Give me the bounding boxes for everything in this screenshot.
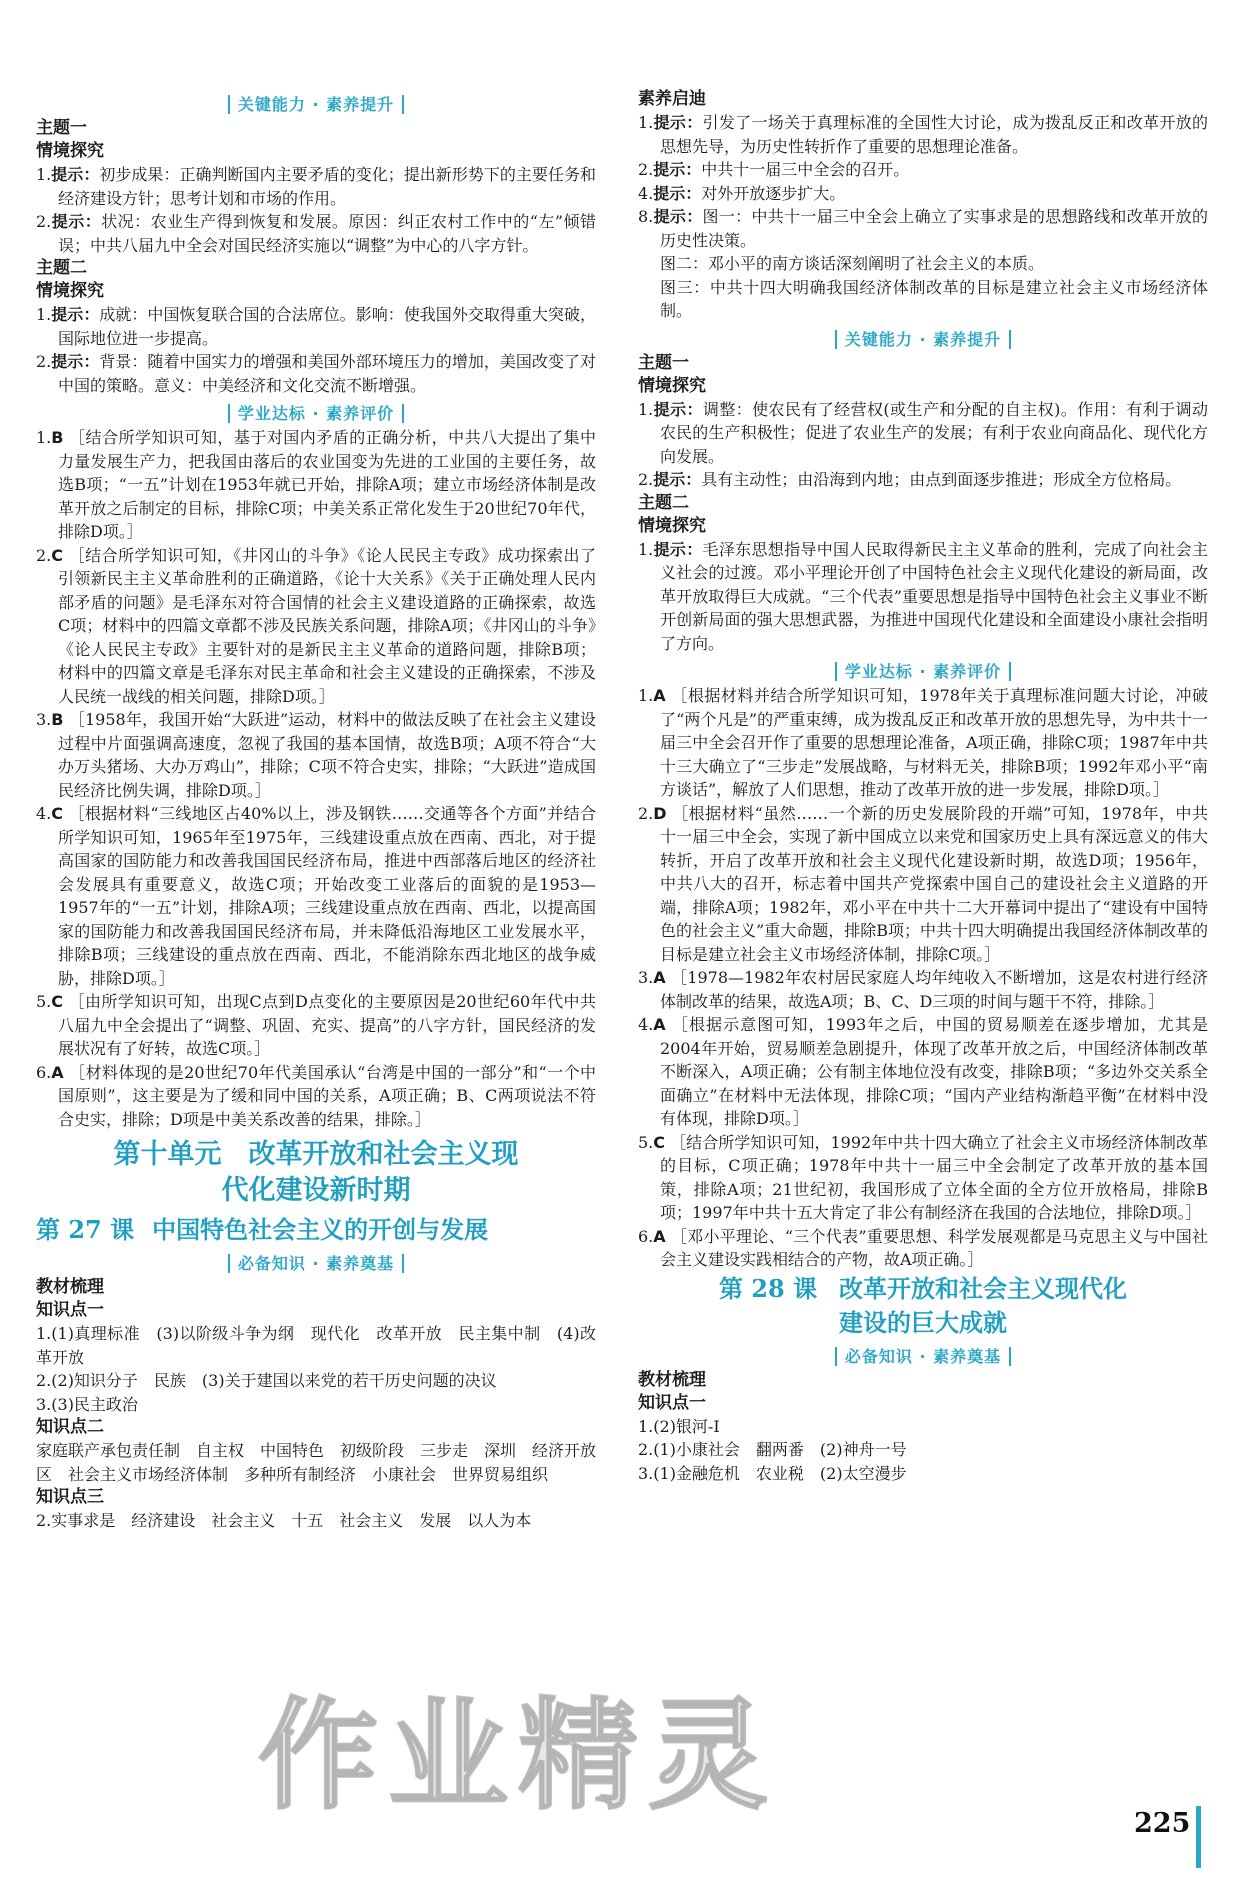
- right-column: [638, 88, 1208, 1485]
- hint-item: 1.提示：毛泽东思想指导中国人民取得新民主主义革命的胜利，完成了向社会主义社会的过渡。邓小平理论开创了中国特色社会主义现代化建设的新局面，改革开放取得巨大成就。“三个代表”重要思想是指导中国特色社会主义事业不断开创新局面的强大思想武器，为推进中国现代化建设和全面建设小康社会指明了方向。: [638, 539, 1208, 653]
- hint-item: 2.提示：中共十一届三中全会的召开。: [638, 160, 910, 179]
- situation-heading: 情境探究: [638, 515, 706, 536]
- situation-heading: 情境探究: [36, 141, 104, 161]
- answer-item: 3.B ［1958年，我国开始“大跃进”运动，材料中的做法反映了在社会主义建设过程中片面强调高速度，忽视了我国的基本国情，故选B项；A项不符合“大办万头猪场、大办万鸡山”，排除；C项不符合史实，排除；“大跃进”造成国民经济比例失调，排除D项。］: [36, 710, 596, 800]
- inspire-heading: 素养启迪: [638, 89, 706, 109]
- knowledge-item: 2.(1)小康社会 翻两番 (2)神舟一号: [638, 1440, 907, 1459]
- lesson-title: 第 27 课 中国特色社会主义的开创与发展: [36, 1215, 489, 1244]
- hint-item-figure: 图三：中共十四大明确我国经济体制改革的目标是建立社会主义市场经济体制。: [660, 277, 1208, 320]
- hint-item: 8.提示：图一：中共十一届三中全会上确立了实事求是的思想路线和改革开放的历史性决策。: [638, 207, 1208, 250]
- theme-heading: 主题二: [638, 492, 689, 513]
- answer-item: 2.D ［根据材料“虽然……一个新的历史发展阶段的开端”可知，1978年，中共十一届三中全会，实现了新中国成立以来党和国家历史上具有深远意义的伟大转折，开启了改革开放和社会主义现代化建设新时期，故选D项；1956年，中共八大的召开，标志着中国共产党探索中国自己的建设社会主义道路的开端，排除A项；1982年，邓小平在中共十二大开幕词中提出了“建设有中国特色的社会主义”重大命题，排除B项；中共十四大明确提出我国经济体制改革的目标是建立社会主义市场经济体制，排除C项。］: [638, 803, 1208, 964]
- section-banner: 必备知识 · 素养奠基: [638, 1344, 1208, 1367]
- knowledge-item: 2.(2)知识分子 民族 (3)关于建国以来党的若干历史问题的决议: [36, 1371, 497, 1390]
- answer-item: 5.C ［由所学知识可知，出现C点到D点变化的主要原因是20世纪60年代中共八届九中全会提出了“调整、巩固、充实、提高”的八字方针，国民经济的发展状况有了好转，故选C项。］: [36, 992, 596, 1058]
- answer-item: 6.A ［材料体现的是20世纪70年代美国承认“台湾是中国的一部分”和“一个中国原则”，这主要是为了缓和同中国的关系，A项正确；B、C两项说法不符合史实，排除；D项是中美关系改善的结果，排除。］: [36, 1062, 596, 1129]
- answer-item: 3.A ［1978—1982年农村居民家庭人均年纯收入不断增加，这是农村进行经济体制改革的结果，故选A项；B、C、D三项的时间与题干不符，排除。］: [638, 968, 1208, 1011]
- theme-heading: 主题一: [36, 118, 87, 138]
- knowledge-item: 2.实事求是 经济建设 社会主义 十五 社会主义 发展 以人为本: [36, 1511, 532, 1530]
- hint-item: 4.提示：对外开放逐步扩大。: [638, 183, 846, 203]
- situation-heading: 情境探究: [638, 375, 706, 396]
- textbook-heading: 教材梳理: [36, 1277, 104, 1297]
- lesson-title: 第 28 课 改革开放和社会主义现代化 建设的巨大成就: [718, 1273, 1128, 1337]
- knowledge-point-heading: 知识点一: [36, 1300, 104, 1320]
- hint-item: 2.提示：具有主动性；由沿海到内地；由点到面逐步推进；形成全方位格局。: [638, 470, 1182, 489]
- section-banner: 学业达标 · 素养评价: [638, 659, 1208, 682]
- answer-item: 4.C ［根据材料“三线地区占40%以上，涉及钢铁……交通等各个方面”并结合所学知识可知，1965年至1975年，三线建设重点放在西南、西北，对于提高国家的国防能力和改善我国国民经济布局，推进中西部落后地区的经济社会发展具有重要意义，故选C项；开始改变工业落后的面貌的是1953—1957年的“一五”计划，排除A项；三线建设重点放在西南、西北，以提高国家的国防能力和改善我国国民经济布局，并未降低沿海地区工业发展水平，排除B项；三线建设的重点放在西南、西北，不能消除东西北地区的战争威胁，排除D项。］: [36, 804, 596, 988]
- answer-item: 4.A ［根据示意图可知，1993年之后，中国的贸易顺差在逐步增加，尤其是2004年开始，贸易顺差急剧提升，体现了改革开放之后，中国经济体制改革不断深入，A项正确；公有制主体地位没有改变，排除B项；“多边外交关系全面确立”在材料中无法体现，排除C项；“国内产业结构渐趋平衡”在材料中没有体现，排除D项。］: [638, 1015, 1208, 1128]
- unit-title: 第十单元 改革开放和社会主义现 代化建设新时期: [113, 1139, 519, 1206]
- hint-item: 1.提示：调整：使农民有了经营权(或生产和分配的自主权)。作用：有利于调动农民的生产积极性；促进了农业生产的发展；有利于农业向商品化、现代化方向发展。: [638, 399, 1208, 466]
- textbook-heading: 教材梳理: [638, 1369, 706, 1390]
- page-number: 225: [1134, 1808, 1191, 1839]
- section-banner: 学业达标 · 素养评价: [36, 401, 596, 424]
- knowledge-item: 1.(1)真理标准 (3)以阶级斗争为纲 现代化 改革开放 民主集中制 (4)改革开放: [36, 1324, 596, 1367]
- knowledge-item: 1.(2)银河-Ⅰ: [638, 1416, 720, 1436]
- answer-item: 1.A ［根据材料并结合所学知识可知，1978年关于真理标准问题大讨论，冲破了“两个凡是”的严重束缚，成为拨乱反正和改革开放的思想先导，为中共十一届三中全会召开作了重要的思想理论准备，A项正确，排除C项；1987年中共十三大确立了“三步走”发展战略，与材料无关，排除B项；1992年邓小平“南方谈话”，解放了人们思想，推动了改革开放的进一步发展，排除D项。］: [638, 686, 1208, 799]
- theme-heading: 主题一: [638, 352, 689, 373]
- knowledge-point-heading: 知识点三: [36, 1487, 104, 1507]
- hint-item: 2.提示：背景：随着中国实力的增强和美国外部环境压力的增加，美国改变了对中国的策略。意义：中美经济和文化交流不断增强。: [36, 352, 596, 395]
- hint-item: 2.提示：状况：农业生产得到恢复和发展。原因：纠正农村工作中的“左”倾错误；中共八届九中全会对国民经济实施以“调整”为中心的八字方针。: [36, 212, 596, 255]
- watermark: 作业精灵: [258, 1687, 778, 1826]
- answer-item: 6.A ［邓小平理论、“三个代表”重要思想、科学发展观都是马克思主义与中国社会主义建设实践相结合的产物，故A项正确。］: [638, 1226, 1208, 1269]
- hint-item: 1.提示：初步成果：正确判断国内主要矛盾的变化；提出新形势下的主要任务和经济建设方针；思考计划和市场的作用。: [36, 165, 596, 208]
- hint-item-figure: 图二：邓小平的南方谈话深刻阐明了社会主义的本质。: [660, 254, 1045, 273]
- knowledge-item: 家庭联产承包责任制 自主权 中国特色 初级阶段 三步走 深圳 经济开放区 社会主义市场经济体制 多种所有制经济 小康社会 世界贸易组织: [36, 1441, 597, 1484]
- page-edge-bar: [1196, 1806, 1201, 1868]
- knowledge-point-heading: 知识点一: [638, 1392, 706, 1413]
- knowledge-item: 3.(1)金融危机 农业税 (2)太空漫步: [638, 1463, 907, 1483]
- section-banner: 关键能力 · 素养提升: [638, 327, 1208, 350]
- knowledge-point-heading: 知识点二: [36, 1417, 104, 1437]
- hint-item: 1.提示：引发了一场关于真理标准的全国性大讨论，成为拨乱反正和改革开放的思想先导，为历史性转折作了重要的思想理论准备。: [638, 113, 1208, 156]
- answer-item: 5.C ［结合所学知识可知，1992年中共十四大确立了社会主义市场经济体制改革的目标，C项正确；1978年中共十一届三中全会制定了改革开放的基本国策，排除A项；21世纪初，我国形成了立体全面的全方位开放格局，排除B项；1997年中共十五大肯定了非公有制经济在我国的合法地位，排除D项。］: [638, 1132, 1208, 1222]
- knowledge-item: 3.(3)民主政治: [36, 1394, 138, 1414]
- situation-heading: 情境探究: [36, 281, 104, 301]
- left-column: [36, 88, 596, 1533]
- theme-heading: 主题二: [36, 258, 87, 278]
- answer-item: 1.B ［结合所学知识可知，基于对国内矛盾的正确分析，中共八大提出了集中力量发展生产力，把我国由落后的农业国变为先进的工业国的主要任务，故选B项；“一五”计划在1953年就已开始，排除A项；建立市场经济体制是改革开放之后制定的目标，排除C项；中美关系正常化发生于20世纪70年代，排除D项。］: [36, 428, 596, 541]
- hint-item: 1.提示：成就：中国恢复联合国的合法席位。影响：使我国外交取得重大突破，国际地位进一步提高。: [36, 305, 596, 348]
- section-banner: 必备知识 · 素养奠基: [36, 1251, 596, 1274]
- answer-item: 2.C ［结合所学知识可知，《井冈山的斗争》《论人民民主专政》成功探索出了引领新民主主义革命胜利的正确道路，《论十大关系》《关于正确处理人民内部矛盾的问题》是毛泽东对符合国情的社会主义建设道路的正确探索，故选C项；材料中的四篇文章都不涉及民族关系问题，排除A项；《井冈山的斗争》《论人民民主专政》主要针对的是新民主主义革命的道路问题，排除B项；材料中的四篇文章是毛泽东对民主革命和社会主义建设的正确探索，不涉及人民统一战线的相关问题，排除D项。］: [36, 545, 596, 706]
- section-banner: 关键能力 · 素养提升: [36, 92, 596, 115]
